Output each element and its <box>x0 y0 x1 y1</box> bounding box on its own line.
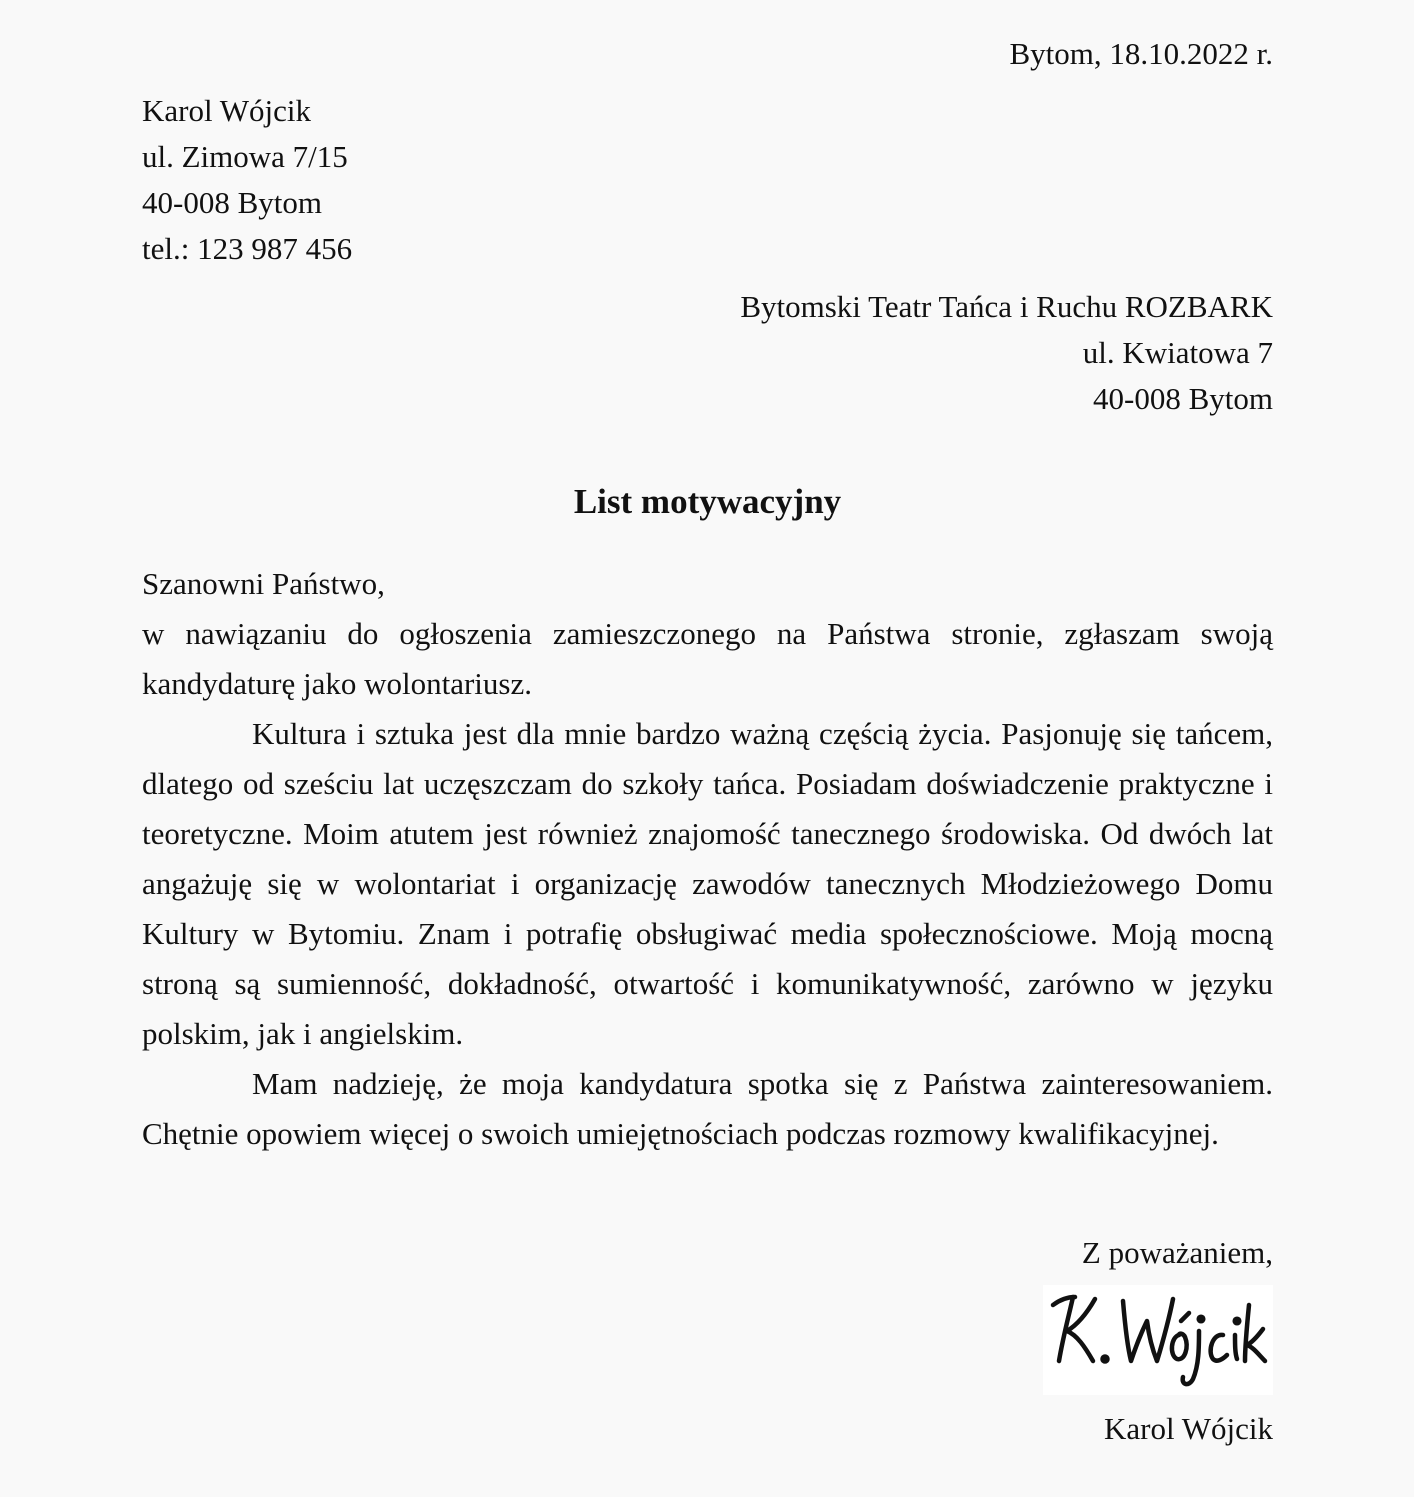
letter-page <box>142 0 1273 1497</box>
body-paragraph-3: Mam nadzieję, że moja kandydatura spotka się z Państwa zainteresowaniem. Chętnie opowiem więcej o swoich umiejętnościach podczas rozmowy kwalifikacyjnej. <box>142 1066 1273 1151</box>
handwritten-signature <box>1043 1285 1273 1395</box>
salutation: Szanowni Państwo, <box>142 566 385 601</box>
sender-name: Karol Wójcik <box>142 93 312 128</box>
sender-address <box>142 88 352 272</box>
closing-phrase: Z poważaniem, <box>1081 1235 1273 1270</box>
sender-street: ul. Zimowa 7/15 <box>142 139 348 174</box>
sender-city: 40-008 Bytom <box>142 185 322 220</box>
letter-title: List motywacyjny <box>573 482 842 521</box>
body-paragraph-1: w nawiązaniu do ogłoszenia zamieszczonego na Państwa stronie, zgłaszam swoją kandydaturę jako wolontariusz. <box>142 616 1273 701</box>
sender-phone: tel.: 123 987 456 <box>142 231 353 266</box>
recipient-name: Bytomski Teatr Tańca i Ruchu ROZBARK <box>740 289 1273 324</box>
recipient-street: ul. Kwiatowa 7 <box>1082 335 1273 370</box>
letter-body <box>142 559 1273 1159</box>
recipient-address <box>740 284 1273 422</box>
body-paragraph-2: Kultura i sztuka jest dla mnie bardzo ważną częścią życia. Pasjonuję się tańcem, dlatego od sześciu lat uczęszczam do szkoły tańca. Posiadam doświadczenie praktyczne i teoretyczne. Moim atutem jest również znajomość tanecznego środowiska. Od dwóch lat angażuję się w wolontariat i organizację zawodów tanecznych Młodzieżowego Domu Kultury w Bytomiu. Znam i potrafię obsługiwać media społecznościowe. Moją mocną stroną są sumienność, dokładność, otwartość i komunikatywność, zarówno w języku polskim, jak i angielskim. <box>142 716 1273 1051</box>
signer-name: Karol Wójcik <box>1103 1411 1273 1446</box>
signature-image <box>1043 1285 1273 1395</box>
recipient-city: 40-008 Bytom <box>1093 381 1273 416</box>
letter-date: Bytom, 18.10.2022 r. <box>1009 36 1273 71</box>
